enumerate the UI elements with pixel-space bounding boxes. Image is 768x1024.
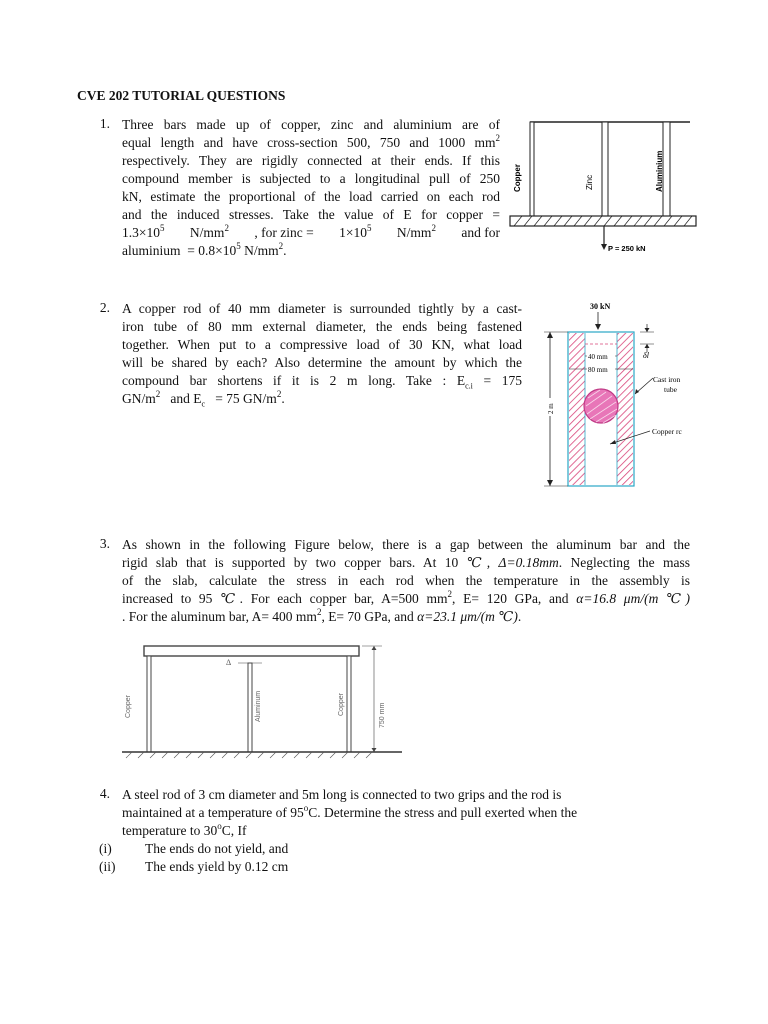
- copper-label-right: Copper: [338, 693, 345, 716]
- length-label: 2 m: [547, 403, 555, 414]
- copper-bar: [530, 122, 534, 218]
- question-3-number: 3.: [99, 536, 110, 551]
- rigid-slab: [144, 646, 359, 656]
- dim-40mm-label: 40 mm: [588, 353, 608, 361]
- delta-l-label: δl: [643, 351, 649, 360]
- list-item: (ii) The ends yield by 0.12 cm: [99, 859, 289, 874]
- copper-label: Copper: [513, 164, 522, 192]
- load-label: 30 kN: [590, 302, 611, 311]
- question-2-number: 2.: [99, 300, 110, 315]
- aluminium-label: Aluminium: [655, 150, 664, 192]
- figure-3-slab-bars: [112, 636, 412, 764]
- aluminum-label: Aluminum: [255, 690, 262, 722]
- page-title: CVE 202 TUTORIAL QUESTIONS: [77, 88, 286, 103]
- copper-rod-label: Copper rc: [652, 427, 682, 436]
- question-4-number: 4.: [99, 786, 110, 801]
- copper-label-left: Copper: [125, 695, 132, 718]
- copper-bar-right: [347, 656, 351, 752]
- copper-rod-section: [584, 389, 618, 423]
- load-label: P = 250 kN: [608, 244, 646, 253]
- zinc-bar: [602, 122, 608, 218]
- question-2-text: A copper rod of 40 mm diameter is surrounded tightly by a cast- iron tube of 80 mm external diameter, the ends being fastened together. When put to a compressive load of 30 KN, what load will be shared by each? Also determine the amount by which the compound bar shortens if it is 2 m long. Take : $E_{c.i} = 175$ $GN/m^2$ and $E_c = 75$ $GN/m^2$.: [122, 301, 522, 409]
- question-4-item-list: [99, 840, 288, 876]
- copper-bar-left: [147, 656, 151, 752]
- aluminium-bar: [663, 122, 670, 218]
- dim-80mm-label: 80 mm: [588, 366, 608, 374]
- list-item: (i) The ends do not yield, and: [99, 841, 289, 856]
- tube-label: tube: [664, 385, 677, 394]
- load-arrow-icon: [595, 324, 601, 330]
- figure-2-compound-bar: [540, 298, 695, 494]
- question-4-text: A steel rod of 3 cm diameter and 5m long is connected to two grips and the rod is maintained at a temperature of 95$^o$C. Determine the stress and pull exerted when the temperature to 30$^o$C, If: [122, 787, 578, 838]
- question-1-number: 1.: [99, 116, 110, 131]
- cast-iron-label: Cast iron: [653, 375, 681, 384]
- zinc-label: Zinc: [585, 174, 594, 190]
- gap-label: Δ: [226, 658, 232, 667]
- figure-1-compound-bars: [508, 108, 698, 258]
- question-1-text: Three bars made up of copper, zinc and aluminium are of equal length and have cross-section 500, 750 and 1000 $mm^2$ respectively. They are rigidly connected at their ends. If this compound member is subjected to a longitudinal pull of 250 kN, estimate the proportional of the load carried on each rod and the induced stresses. Take the value of E for copper = $1.3\times 10^5$ $N/mm^2$ , for zinc = $1\times 10^5$ $N/mm^2$ and for aluminium = $0.8\times 10^5$ $N/mm^2$.: [122, 117, 500, 258]
- question-3-text: As shown in the following Figure below, there is a gap between the aluminum bar and the rigid slab that is supported by two copper bars. At 10 ℃, Δ=0.18mm. Neglecting the mass of the slab, calculate the stress in each rod when the temperature in the assembly is increased to 95 ℃. For each copper bar, A=500 $mm^2$, E= 120 GPa, and α=16.8 μm/(m ℃) . For the aluminum bar, A= 400 $mm^2$, E= 70 GPa, and α=23.1 μm/(m ℃).: [122, 537, 690, 624]
- load-arrow-icon: [601, 244, 607, 250]
- aluminum-bar: [248, 663, 252, 752]
- length-label: 750 mm: [379, 702, 386, 728]
